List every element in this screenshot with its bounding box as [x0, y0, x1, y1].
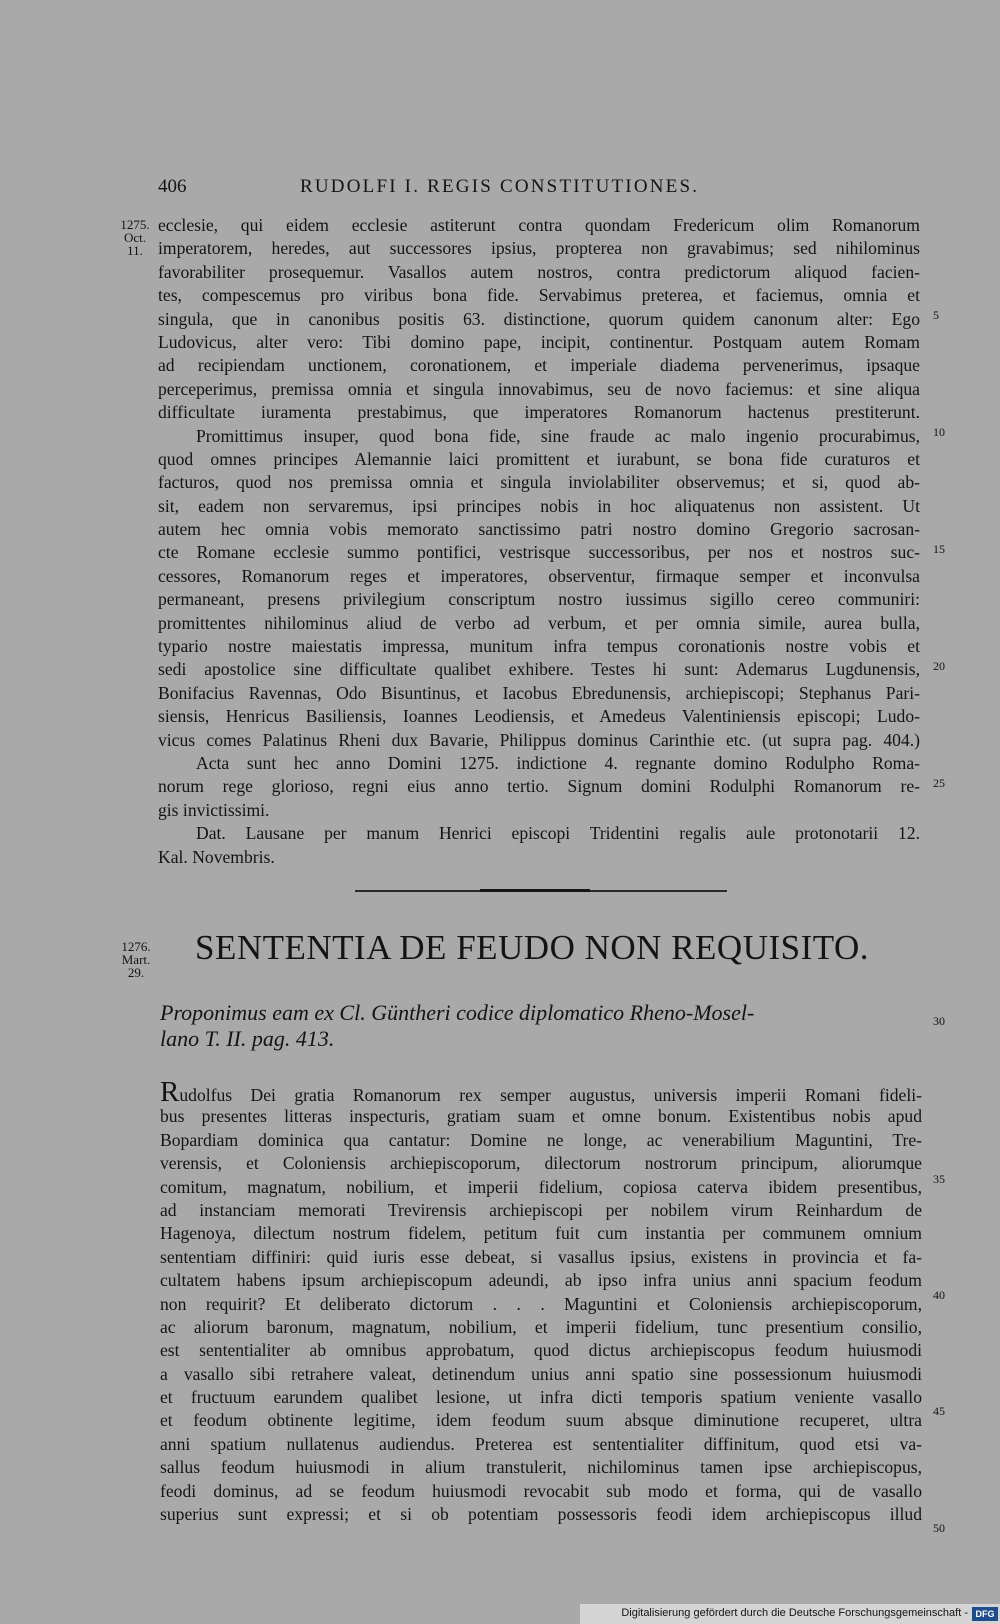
- source-line: Proponimus eam ex Cl. Güntheri codice diplomatico Rheno-Mosel-: [160, 1000, 755, 1025]
- text-line: siensis, Henricus Basiliensis, Ioannes Leodiensis, et Amedeus Valentiniensis episcopi; Ludo-: [158, 706, 920, 727]
- text-line: feodi dominus, ad se feodum huiusmodi revocabit sub modo et forma, qui de vasallo: [160, 1480, 922, 1501]
- text-line: quod omnes principes Alemannie laici promittent et iurabunt, se bona fide curaturos et: [158, 448, 920, 469]
- line-number: 20: [933, 659, 945, 673]
- text-line: Bopardiam dominica qua cantatur: Domine ne longe, ac venerabilium Maguntini, Tre-: [160, 1129, 922, 1150]
- margin-date-month: Oct.: [123, 230, 147, 245]
- section-divider-center: [480, 889, 590, 892]
- text-line: permaneant, presens privilegium conscriptum nostro iussimus sigillo cereo communiri:: [158, 589, 920, 610]
- text-line: sallus feodum huiusmodi in alium transtulerit, nichilominus tamen ipse archiepiscopus,: [160, 1457, 922, 1478]
- dfg-logo-icon: DFG: [972, 1607, 998, 1621]
- text-line: anni spatium nullatenus audiendus. Preterea est sententialiter diffinitum, quod etsi va-: [160, 1433, 922, 1454]
- text-line: ad recipiendam unctionem, coronationem, et imperiale diadema pervenerimus, ipsaque: [158, 355, 920, 376]
- footer-credit: Digitalisierung gefördert durch die Deutsche Forschungsgemeinschaft -: [621, 1607, 968, 1619]
- text-line: Promittimus insuper, quod bona fide, sine fraude ac malo ingenio procurabimus,: [196, 425, 920, 446]
- text-line: sententiam diffiniri: quid iuris esse debeat, si vasallus ipsius, existens in provincia et fa-: [160, 1246, 922, 1267]
- text-line: sit, eadem non servaremus, ipsi principes nobis in hoc aliquatenus non assistent. Ut: [158, 495, 920, 516]
- line-number: 5: [933, 308, 939, 322]
- margin-date-day: 11.: [127, 243, 143, 258]
- margin-date-month: Mart.: [121, 952, 151, 967]
- margin-date-1276: [118, 940, 154, 979]
- text-line: bus presentes litteras inspecturis, gratiam suam et omne bonum. Existentibus nobis apud: [160, 1106, 922, 1127]
- text-line: a vasallo sibi retrahere valeat, detinendum unius anni spatio sine possessionum huiusmodi: [160, 1363, 922, 1384]
- text-line: Hagenoya, dilectum nostrum fidelem, petitum fuit cum instantia per communem omnium: [160, 1223, 922, 1244]
- digitization-footer: [580, 1604, 1000, 1624]
- text-line: sedi apostolice sine difficultate qualibet exhibere. Testes hi sunt: Ademarus Lugdunensis,: [158, 659, 920, 680]
- margin-date-1275: [118, 218, 152, 257]
- text-line: norum rege glorioso, regni eius anno tertio. Signum domini Rodulphi Romanorum re-: [158, 776, 920, 797]
- page-number: 406: [158, 176, 187, 197]
- section-title: SENTENTIA DE FEUDO NON REQUISITO.: [195, 928, 870, 967]
- running-title: RUDOLFI I. REGIS CONSTITUTIONES.: [300, 176, 700, 197]
- text-line: cultatem habens ipsum archiepiscopum adeundi, ab ipso infra unius anni spacium feodum: [160, 1270, 922, 1291]
- line-number: 30: [933, 1014, 945, 1028]
- text-line: cte Romane ecclesie summo pontifici, vestrisque successoribus, per nos et nostros suc-: [158, 542, 920, 563]
- text-line: autem hec omnia vobis memorato sanctissimo patri nostro domino Gregorio sacrosan-: [158, 519, 920, 540]
- line-number: 10: [933, 425, 945, 439]
- text-line: promittentes nihilominus aliud de verbo ad verbum, et per omnia simile, aurea bulla,: [158, 612, 920, 633]
- text-line: Bonifacius Ravennas, Odo Bisuntinus, et Iacobus Ebredunensis, archiepiscopi; Stephanus Pari-: [158, 682, 920, 703]
- text-line: non requirit? Et deliberato dictorum . . . Maguntini et Coloniensis archiepiscoporum,: [160, 1293, 922, 1314]
- text-line: difficultate iuramenta prestabimus, que imperatores Romanorum hactenus prestiterunt.: [158, 402, 920, 423]
- line-number: 40: [933, 1288, 945, 1302]
- line-number: 15: [933, 542, 945, 556]
- text-line: Rudolfus Dei gratia Romanorum rex semper augustus, universis imperii Romani fideli-: [160, 1076, 922, 1108]
- line-number: 35: [933, 1172, 945, 1186]
- text-line: Acta sunt hec anno Domini 1275. indictione 4. regnante domino Rodulpho Roma-: [196, 752, 920, 773]
- line-number: 25: [933, 776, 945, 790]
- text-line: facturos, quod nos premissa omnia et singula inviolabiliter observemus; et si, quod ab-: [158, 472, 920, 493]
- text-line: vicus comes Palatinus Rheni dux Bavarie, Philippus dominus Carinthie etc. (ut supra pag. 404.): [158, 729, 920, 750]
- margin-date-year: 1276.: [121, 939, 151, 954]
- text-line: gis invictissimi.: [158, 799, 270, 820]
- text-line: ad instanciam memorati Trevirensis archiepiscopi per nobilem virum Reinhardum de: [160, 1199, 922, 1220]
- line-number: 45: [933, 1404, 945, 1418]
- text-line: Ludovicus, alter vero: Tibi domino pape, incipit, continentur. Postquam autem Romam: [158, 331, 920, 352]
- text-line: imperatorem, heredes, aut successores ipsius, propterea non gravabimus; sed nihilominus: [158, 238, 920, 259]
- text-line: comitum, magnatum, nobilium, et imperii fidelium, copiosa caterva ibidem presentibus,: [160, 1176, 922, 1197]
- text-line: perceperimus, premissa omnia et singula innovabimus, seu de novo faciemus: et sine aliqua: [158, 378, 920, 399]
- source-line: lano T. II. pag. 413.: [160, 1026, 335, 1051]
- text-line: tes, compescemus pro viribus bona fide. Servabimus preterea, et faciemus, omnia et: [158, 285, 920, 306]
- text-line: et fructuum earundem qualibet lesione, ut infra dicti temporis spatium veniente vasallo: [160, 1387, 922, 1408]
- source-note: [160, 1000, 922, 1052]
- text-block-sentence: [160, 1076, 922, 1526]
- text-line: typario nostre maiestatis impressa, munitum infra tempus coronationis nostre vobis et: [158, 636, 920, 657]
- text-block-top: [158, 214, 920, 869]
- text-line: Kal. Novembris.: [158, 846, 275, 867]
- margin-date-year: 1275.: [120, 217, 150, 232]
- text-line: favorabiliter prosequemur. Vasallos autem nostros, contra predictorum aliquod facien-: [158, 261, 920, 282]
- running-head: [150, 176, 740, 202]
- text-line: cessores, Romanorum reges et imperatores, observentur, firmaque semper et inconvulsa: [158, 565, 920, 586]
- text-line: singula, que in canonibus positis 63. distinctione, quorum quidem canonum alter: Ego: [158, 308, 920, 329]
- text-line: ecclesie, qui eidem ecclesie astiterunt contra quondam Fredericum olim Romanorum: [158, 215, 920, 235]
- margin-date-day: 29.: [127, 965, 145, 980]
- text-line: et feodum obtinente legitime, idem feodum suum absque diminutione recuperet, ultra: [160, 1410, 922, 1431]
- text-line: ac aliorum baronum, magnatum, nobilium, et imperii fidelium, tunc presentium consilio,: [160, 1316, 922, 1337]
- text-line: verensis, et Coloniensis archiepiscoporum, dilectorum nostrorum principum, aliorumque: [160, 1153, 922, 1174]
- line-number: 50: [933, 1521, 945, 1535]
- text-line: superius sunt expressi; et si ob potentiam possessoris feodi idem archiepiscopus illud: [160, 1504, 922, 1525]
- initial-letter: R: [160, 1076, 180, 1108]
- text-line: Dat. Lausane per manum Henrici episcopi Tridentini regalis aule protonotarii 12.: [196, 823, 920, 844]
- text-line: est sententialiter ab omnibus approbatum, quod dictus archiepiscopus feodum huiusmodi: [160, 1340, 922, 1361]
